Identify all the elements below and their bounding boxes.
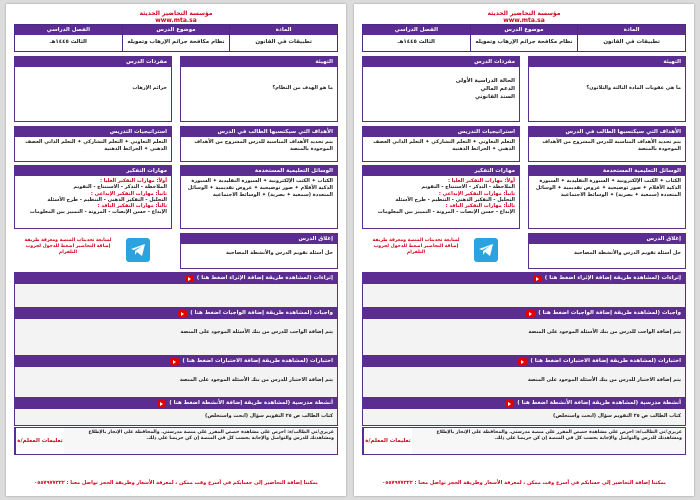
intro-text: ما هي عقوبات المادة الثالثة والثلاثون؟: [586, 85, 681, 91]
term-label: الفصل الدراسي: [15, 25, 122, 35]
vocab-heading: مفردات الدرس: [363, 57, 519, 67]
subject-value: تطبيقات في القانون: [578, 35, 685, 51]
institution-name: مؤسسة التحاضير الحديثة: [139, 10, 213, 17]
enrich-heading[interactable]: إثراءات (لمشاهدة طريقة إضافة الإثراء اضغط هنا ): [544, 275, 681, 281]
tests-heading[interactable]: اختبارات (لمشاهدة طريقة إضافة الاختبارات اضغط هنا ): [182, 358, 333, 364]
thinking-h3: ثالثاً: مهارات التفكير الناقد :: [97, 203, 167, 210]
youtube-icon[interactable]: [178, 310, 187, 317]
youtube-icon[interactable]: [518, 358, 527, 365]
homework-text: يتم إضافة الواجب للدرس من بنك الأسئلة الموجود على المنصة: [15, 319, 337, 359]
thinking-t2: التحليل - التفكير الذهني - التنظيم - طرح الأسئلة: [395, 196, 515, 203]
tests-heading[interactable]: اختبارات (لمشاهدة طريقة إضافة الاختبارات اضغط هنا ): [530, 358, 681, 364]
activities-section: [14, 397, 338, 426]
intro-box: [528, 56, 686, 122]
homework-heading[interactable]: واجبات (لمشاهدة طريقة إضافة الواجبات اضغط هنا ): [538, 310, 681, 316]
aids-text: الكتاب ✦ الكتب الإلكترونية ✦ السبورة التقليدية ✦ السبورة الذكية الأقلام ✦ صور توضيحية ✦ عروض تقديمية ✦ الوسائل المتعددة (سمعية ✦ بصرية) ✦ الوسائط الاجتماعية: [535, 178, 681, 198]
thinking-t3: الإبداع - حسن الإنصات - المرونة - التمييز بين المعلومات: [29, 209, 167, 216]
thinking-h2: ثانياً: مهارات التفكير الإبداعي :: [90, 190, 167, 197]
subject-value: تطبيقات في القانون: [230, 35, 337, 51]
intro-box: [180, 56, 338, 122]
activities-heading[interactable]: أنشطة مدرسية (لمشاهدة طريقة إضافة الأنشطة اضغط هنا ): [517, 400, 681, 406]
site-url[interactable]: www.mta.sa: [155, 17, 197, 24]
activities-heading[interactable]: أنشطة مدرسية (لمشاهدة طريقة إضافة الأنشطة اضغط هنا ): [169, 400, 333, 406]
telegram-icon[interactable]: [126, 238, 150, 262]
site-header: [6, 10, 346, 24]
intro-heading: التهيئة: [181, 57, 337, 67]
thinking-heading: مهارات التفكير: [363, 166, 519, 176]
enrich-heading[interactable]: إثراءات (لمشاهدة طريقة إضافة الإثراء اضغط هنا ): [196, 275, 333, 281]
thinking-box: [14, 165, 172, 229]
homework-section: [14, 307, 338, 360]
topic-value: نظام مكافحة جرائم الإرهاب وتمويله: [471, 35, 578, 51]
page-2: [354, 4, 694, 496]
aids-heading: الوسائل التعليمية المستخدمة: [181, 166, 337, 176]
notes-label: تعليمات المعلم/ة: [363, 428, 412, 454]
teacher-notes: [14, 427, 338, 455]
telegram-promo-text[interactable]: لمتابعة تحديثات المنصة ومعرفة طريقة إضافة التحاضير اضغط للدخول لجروب التلقرام: [24, 238, 112, 255]
youtube-icon[interactable]: [185, 275, 194, 282]
closure-box: [180, 233, 338, 269]
closure-box: [528, 233, 686, 269]
vocab-line: السند القانوني: [474, 94, 515, 100]
intro-text: ما هو الهدف من النظام؟: [272, 85, 333, 91]
vocab-line: الحالة الدراسية الأولى: [455, 78, 515, 84]
page-1: [6, 4, 346, 496]
aids-box: [180, 165, 338, 229]
notes-text: عزيزي/تي الطالب/ة: احرص على مشاهدة حصص المقرر على منصة مدرستي. والمحافظة على الإنجاز بالإطلاع ومشاهدتك للدرس والتواصل والإجابة بحسب كل في المنصة إن كن حريصا على ذلك.: [412, 428, 685, 454]
site-header: [354, 10, 694, 24]
telegram-icon[interactable]: [474, 238, 498, 262]
tests-section: [362, 355, 686, 402]
aids-heading: الوسائل التعليمية المستخدمة: [529, 166, 685, 176]
institution-name: مؤسسة التحاضير الحديثة: [487, 10, 561, 17]
thinking-t3: الإبداع - حسن الإنصات - المرونة - التمييز بين المعلومات: [377, 209, 515, 216]
lesson-header-table: [14, 24, 338, 52]
aids-text: الكتاب ✦ الكتب الإلكترونية ✦ السبورة التقليدية ✦ السبورة الذكية الأقلام ✦ صور توضيحية ✦ عروض تقديمية ✦ الوسائل المتعددة (سمعية ✦ بصرية) ✦ الوسائط الاجتماعية: [187, 178, 333, 198]
aids-box: [528, 165, 686, 229]
strategies-heading: استراتيجيات التدريس: [363, 127, 519, 137]
objectives-text: يتم تحديد الأهداف المناسبة للدرس المشروح من الأهداف الموجودة بالمنصة: [194, 139, 333, 152]
activities-text: كتاب الطالب ص ٢٥ التقويم سؤال (ابحث واستخلص): [363, 409, 685, 425]
thinking-h1: أولاً: مهارات التفكير العليا :: [99, 178, 167, 184]
objectives-box: [528, 126, 686, 162]
site-url[interactable]: www.mta.sa: [503, 17, 545, 24]
youtube-icon[interactable]: [526, 310, 535, 317]
activities-text: كتاب الطالب ص ٢٥ التقويم سؤال (ابحث واستخلص): [15, 409, 337, 425]
subject-label: المادة: [578, 25, 685, 35]
homework-text: يتم إضافة الواجب للدرس من بنك الأسئلة الموجود على المنصة: [363, 319, 685, 359]
footer-contact: يمكننا إضافة التحاضير إلى حسابكم في أسرع وقت ممكن ، لمعرفة الأسعار وطريقة الحجز تواصل معنا : ٠٥٥٧٩٧٧٣٢٢: [382, 480, 666, 486]
term-value: الثالث ١٤٤٥هـ: [15, 35, 122, 51]
objectives-heading: الأهداف التي سيكتسبها الطالب في الدرس: [529, 127, 685, 137]
thinking-h2: ثانياً: مهارات التفكير الإبداعي :: [438, 190, 515, 197]
vocab-line: الدعم المالي: [480, 86, 515, 92]
term-value: الثالث ١٤٤٥هـ: [363, 35, 470, 51]
strategies-heading: استراتيجيات التدريس: [15, 127, 171, 137]
lesson-header-table: [362, 24, 686, 52]
objectives-box: [180, 126, 338, 162]
vocab-text: جرائم الإرهاب: [132, 85, 167, 91]
activities-section: [362, 397, 686, 426]
thinking-t1: الملاحظة - التذكر - الاستنتاج - التقويم: [421, 184, 515, 191]
closure-heading: إغلاق الدرس: [529, 234, 685, 244]
strategies-box: [14, 126, 172, 162]
thinking-t1: الملاحظة - التذكر - الاستنتاج - التقويم: [73, 184, 167, 191]
objectives-text: يتم تحديد الأهداف المناسبة للدرس المشروح من الأهداف الموجودة بالمنصة: [542, 139, 681, 152]
youtube-icon[interactable]: [533, 275, 542, 282]
topic-label: موضوع الدرس: [123, 25, 230, 35]
tests-section: [14, 355, 338, 402]
term-label: الفصل الدراسي: [363, 25, 470, 35]
homework-section: [362, 307, 686, 360]
closure-text: حل أسئلة تقويم الدرس والأنشطة المصاحبة: [225, 250, 333, 256]
intro-heading: التهيئة: [529, 57, 685, 67]
thinking-h3: ثالثاً: مهارات التفكير الناقد :: [445, 203, 515, 210]
topic-label: موضوع الدرس: [471, 25, 578, 35]
vocab-heading: مفردات الدرس: [15, 57, 171, 67]
notes-text: عزيزي/تي الطالب/ة: احرص على مشاهدة حصص المقرر على منصة مدرستي. والمحافظة على الإنجاز بالإطلاع ومشاهدتك للدرس والتواصل والإجابة بحسب كل في المنصة إن كن حريصا على ذلك.: [64, 428, 337, 454]
thinking-h1: أولاً: مهارات التفكير العليا :: [447, 178, 515, 184]
objectives-heading: الأهداف التي سيكتسبها الطالب في الدرس: [181, 127, 337, 137]
notes-label: تعليمات المعلم/ة: [15, 428, 64, 454]
vocab-box: [14, 56, 172, 122]
tests-text: يتم إضافة الاختبار للدرس من بنك الأسئلة الموجود على المنصة: [15, 367, 337, 401]
closure-text: حل أسئلة تقويم الدرس والأنشطة المصاحبة: [573, 250, 681, 256]
footer-contact: يمكننا إضافة التحاضير إلى حسابكم في أسرع وقت ممكن ، لمعرفة الأسعار وطريقة الحجز تواصل معنا : ٠٥٥٧٩٧٧٣٢٢: [34, 480, 318, 486]
thinking-t2: التحليل - التفكير الذهني - التنظيم - طرح الأسئلة: [47, 196, 167, 203]
youtube-icon[interactable]: [505, 400, 514, 407]
subject-label: المادة: [230, 25, 337, 35]
thinking-box: [362, 165, 520, 229]
vocab-box: [362, 56, 520, 122]
youtube-icon[interactable]: [157, 400, 166, 407]
teacher-notes: [362, 427, 686, 455]
tests-text: يتم إضافة الاختبار للدرس من بنك الأسئلة الموجود على المنصة: [363, 367, 685, 401]
strategies-text: التعلم التعاوني ✦ التعلم التشاركي ✦ التعلم الذاتي العصف الذهني ✦ الخرائط الذهنية: [25, 139, 167, 152]
topic-value: نظام مكافحة جرائم الإرهاب وتمويله: [123, 35, 230, 51]
strategies-box: [362, 126, 520, 162]
telegram-promo-text[interactable]: لمتابعة تحديثات المنصة ومعرفة طريقة إضافة التحاضير اضغط للدخول لجروب التلقرام: [372, 238, 460, 255]
thinking-heading: مهارات التفكير: [15, 166, 171, 176]
strategies-text: التعلم التعاوني ✦ التعلم التشاركي ✦ التعلم الذاتي العصف الذهني ✦ الخرائط الذهنية: [373, 139, 515, 152]
youtube-icon[interactable]: [170, 358, 179, 365]
homework-heading[interactable]: واجبات (لمشاهدة طريقة إضافة الواجبات اضغط هنا ): [190, 310, 333, 316]
closure-heading: إغلاق الدرس: [181, 234, 337, 244]
